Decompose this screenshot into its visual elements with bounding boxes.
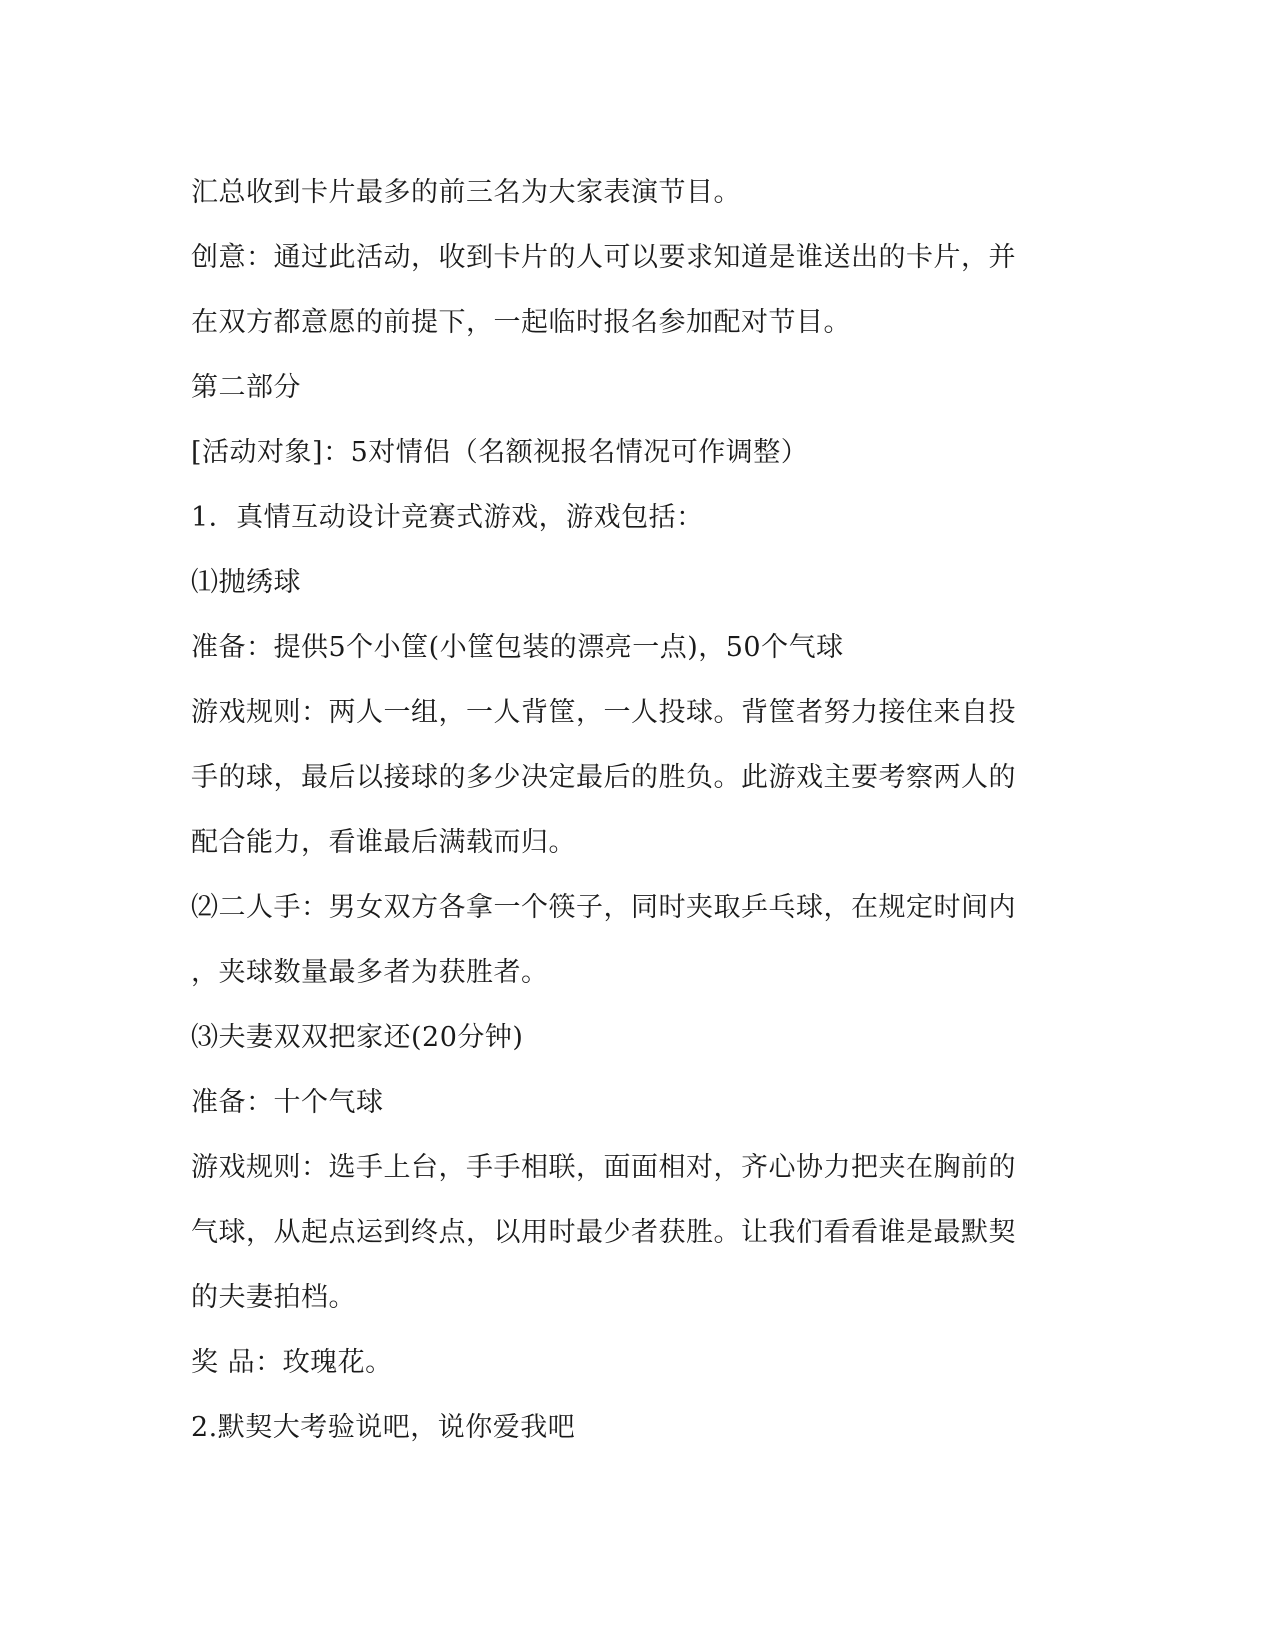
text-line: [活动对象]：5对情侣（名额视报名情况可作调整） — [191, 437, 809, 468]
sub-item: ⑵二人手：男女双方各拿一个筷子，同时夹取乒乓球，在规定时间内 — [191, 892, 1016, 923]
text-line: 的夫妻拍档。 — [191, 1282, 356, 1313]
text-line: 准备：提供5个小筐(小筐包装的漂亮一点)，50个气球 — [191, 632, 844, 663]
text-line: ，夹球数量最多者为获胜者。 — [191, 957, 549, 988]
text-line: 奖 品：玫瑰花。 — [191, 1347, 393, 1378]
text-line: 配合能力，看谁最后满载而归。 — [191, 827, 576, 858]
section-heading: 第二部分 — [191, 372, 301, 403]
text-line: 创意：通过此活动，收到卡片的人可以要求知道是谁送出的卡片，并 — [191, 242, 1016, 273]
text-line: 游戏规则：两人一组，一人背筐，一人投球。背筐者努力接住来自投 — [191, 697, 1016, 728]
text-line: 手的球，最后以接球的多少决定最后的胜负。此游戏主要考察两人的 — [191, 762, 1016, 793]
sub-item: ⑶夫妻双双把家还(20分钟) — [191, 1022, 524, 1053]
list-item: 1．真情互动设计竞赛式游戏，游戏包括： — [191, 502, 704, 533]
text-line: 汇总收到卡片最多的前三名为大家表演节目。 — [191, 177, 741, 208]
text-line: 气球，从起点运到终点，以用时最少者获胜。让我们看看谁是最默契 — [191, 1217, 1016, 1248]
list-item: 2.默契大考验说吧，说你爱我吧 — [191, 1412, 576, 1443]
text-line: 游戏规则：选手上台，手手相联，面面相对，齐心协力把夹在胸前的 — [191, 1152, 1016, 1183]
text-line: 在双方都意愿的前提下，一起临时报名参加配对节目。 — [191, 307, 851, 338]
text-line: 准备：十个气球 — [191, 1087, 384, 1118]
sub-item: ⑴抛绣球 — [191, 567, 301, 598]
document-body — [191, 160, 1081, 1460]
